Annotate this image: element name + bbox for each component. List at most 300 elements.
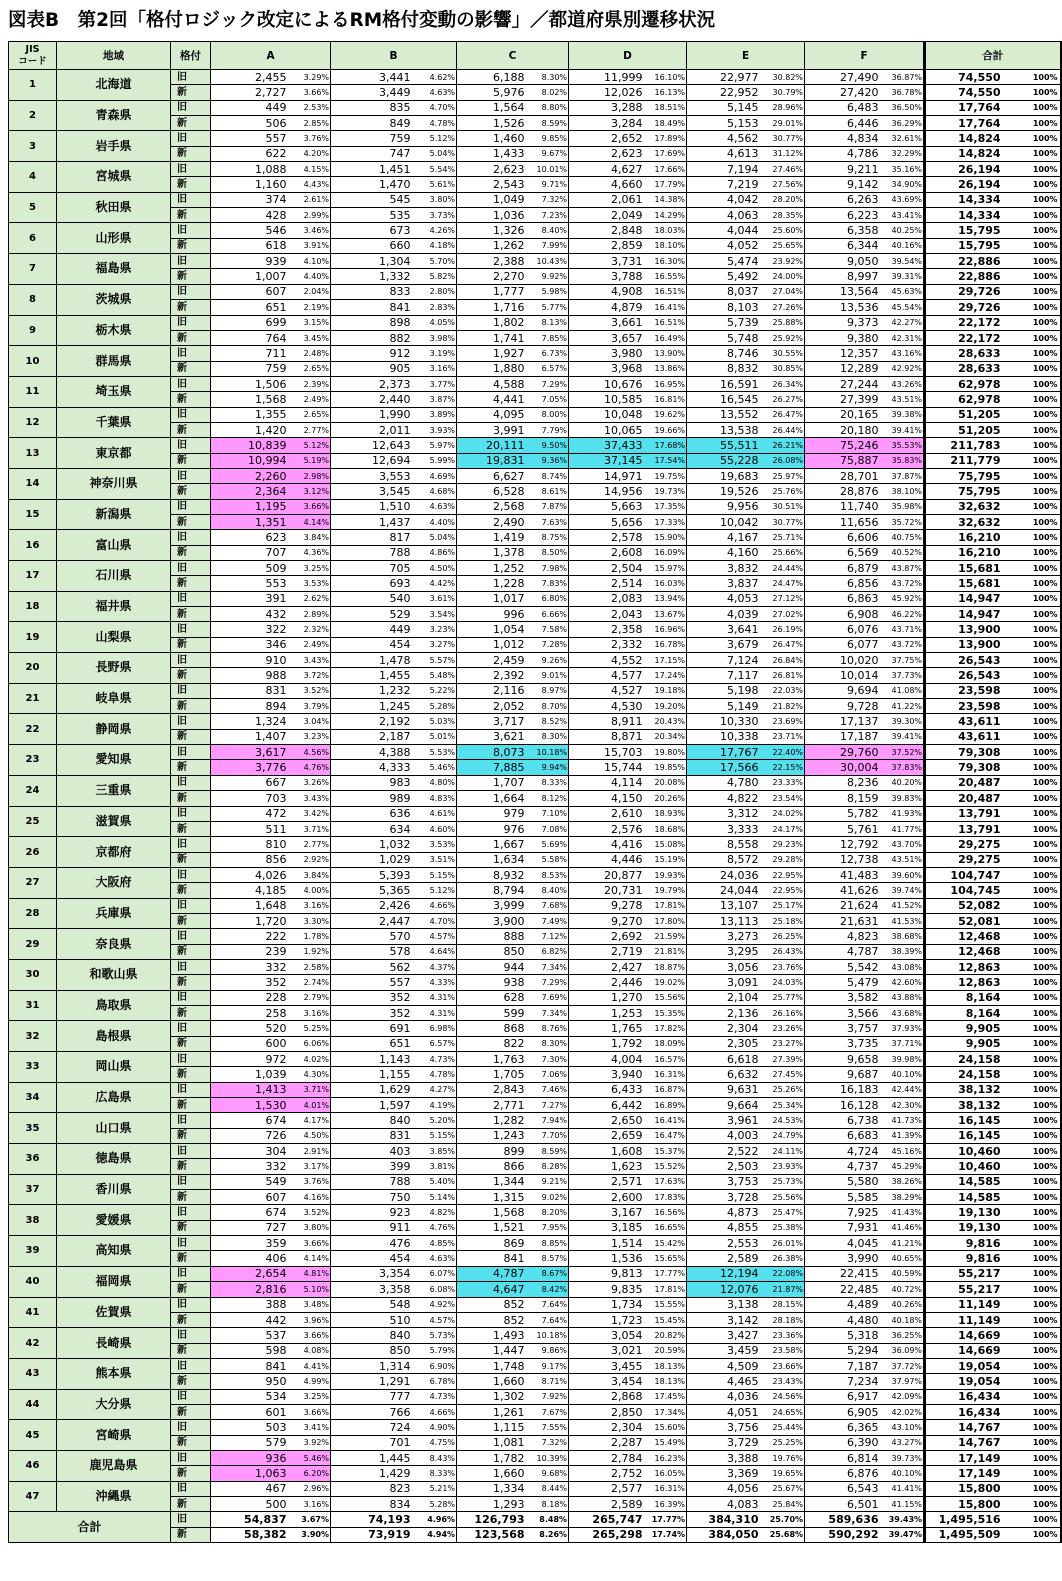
- label-old: 旧: [171, 162, 211, 177]
- share-cell: 41.43%: [881, 1205, 925, 1220]
- count-cell: 3,961: [687, 1113, 761, 1128]
- count-cell: 2,589: [687, 1251, 761, 1266]
- share-cell: 24.02%: [761, 806, 805, 821]
- count-cell: 2,571: [569, 1174, 645, 1189]
- count-cell: 10,676: [569, 376, 645, 391]
- share-cell: 14.29%: [645, 208, 687, 223]
- total-count: 14,669: [925, 1343, 1003, 1358]
- count-cell: 5,976: [457, 85, 527, 100]
- label-old: 旧: [171, 70, 211, 85]
- region-name: 石川県: [57, 561, 171, 592]
- count-cell: 674: [211, 1205, 289, 1220]
- share-cell: 46.22%: [881, 607, 925, 622]
- region-name: 富山県: [57, 530, 171, 561]
- count-cell: 1,667: [457, 837, 527, 852]
- share-cell: 40.72%: [881, 1282, 925, 1297]
- count-cell: 1,765: [569, 1021, 645, 1036]
- total-count: 29,275: [925, 852, 1003, 867]
- table-row: [9, 1052, 1061, 1067]
- share-cell: 25.77%: [761, 990, 805, 1005]
- share-cell: 16.09%: [645, 545, 687, 560]
- share-cell: 8.50%: [527, 545, 569, 560]
- count-cell: 20,165: [805, 407, 881, 422]
- region-name: 鳥取県: [57, 990, 171, 1021]
- share-cell: 17.74%: [645, 1527, 687, 1542]
- label-new: 新: [171, 514, 211, 529]
- table-row: [9, 254, 1061, 269]
- share-cell: 3.61%: [413, 591, 457, 606]
- share-cell: 8.75%: [527, 530, 569, 545]
- count-cell: 520: [211, 1021, 289, 1036]
- count-cell: 5,580: [805, 1174, 881, 1189]
- share-cell: 4.14%: [289, 514, 331, 529]
- share-cell: 9.21%: [527, 1174, 569, 1189]
- count-cell: 1,748: [457, 1358, 527, 1373]
- share-cell: 42.60%: [881, 975, 925, 990]
- share-cell: 7.64%: [527, 1297, 569, 1312]
- share-cell: 45.54%: [881, 300, 925, 315]
- count-cell: 449: [331, 622, 413, 637]
- total-share: 100%: [1003, 1190, 1061, 1205]
- total-share: 100%: [1003, 699, 1061, 714]
- count-cell: 9,956: [687, 499, 761, 514]
- count-cell: 2,692: [569, 929, 645, 944]
- count-cell: 10,042: [687, 514, 761, 529]
- count-cell: 699: [211, 315, 289, 330]
- share-cell: 3.27%: [413, 637, 457, 652]
- share-cell: 3.41%: [289, 1420, 331, 1435]
- count-cell: 3,459: [687, 1343, 761, 1358]
- table-row: [9, 867, 1061, 882]
- total-count: 14,585: [925, 1174, 1003, 1189]
- share-cell: 4.31%: [413, 1005, 457, 1020]
- count-cell: 12,289: [805, 361, 881, 376]
- total-count: 19,130: [925, 1205, 1003, 1220]
- count-cell: 4,786: [805, 146, 881, 161]
- share-cell: 3.51%: [413, 852, 457, 867]
- count-cell: 1,160: [211, 177, 289, 192]
- share-cell: 26.47%: [761, 637, 805, 652]
- total-count: 22,172: [925, 315, 1003, 330]
- label-old: 旧: [171, 315, 211, 330]
- label-new: 新: [171, 1005, 211, 1020]
- share-cell: 5.98%: [527, 284, 569, 299]
- count-cell: 750: [331, 1190, 413, 1205]
- count-cell: 894: [211, 699, 289, 714]
- count-cell: 3,832: [687, 561, 761, 576]
- share-cell: 18.93%: [645, 806, 687, 821]
- label-old: 旧: [171, 1174, 211, 1189]
- count-cell: 2,504: [569, 561, 645, 576]
- count-cell: 1,470: [331, 177, 413, 192]
- share-cell: 4.86%: [413, 545, 457, 560]
- count-cell: 3,333: [687, 821, 761, 836]
- count-cell: 3,354: [331, 1266, 413, 1281]
- share-cell: 17.81%: [645, 1282, 687, 1297]
- total-share: 100%: [1003, 1297, 1061, 1312]
- share-cell: 2.74%: [289, 975, 331, 990]
- share-cell: 3.26%: [289, 775, 331, 790]
- count-cell: 4,530: [569, 699, 645, 714]
- count-cell: 1,478: [331, 653, 413, 668]
- count-cell: 13,538: [687, 422, 761, 437]
- total-count: 16,145: [925, 1113, 1003, 1128]
- share-cell: 7.29%: [527, 975, 569, 990]
- total-count: 26,543: [925, 653, 1003, 668]
- share-cell: 42.27%: [881, 315, 925, 330]
- header-grade-a: A: [211, 42, 331, 70]
- region-name: 青森県: [57, 100, 171, 131]
- count-cell: 5,739: [687, 315, 761, 330]
- count-cell: 1,629: [331, 1082, 413, 1097]
- count-cell: 747: [331, 146, 413, 161]
- share-cell: 2.80%: [413, 284, 457, 299]
- count-cell: 3,295: [687, 944, 761, 959]
- total-count: 9,816: [925, 1236, 1003, 1251]
- share-cell: 26.19%: [761, 622, 805, 637]
- count-cell: 4,388: [331, 745, 413, 760]
- region-name: 群馬県: [57, 346, 171, 377]
- count-cell: 454: [331, 637, 413, 652]
- total-count: 19,054: [925, 1358, 1003, 1373]
- share-cell: 16.51%: [645, 315, 687, 330]
- share-cell: 15.49%: [645, 1435, 687, 1450]
- share-cell: 10.39%: [527, 1450, 569, 1465]
- share-cell: 26.38%: [761, 1251, 805, 1266]
- count-cell: 1,315: [457, 1190, 527, 1205]
- count-cell: 6,223: [805, 208, 881, 223]
- share-cell: 19.79%: [645, 883, 687, 898]
- count-cell: 622: [211, 146, 289, 161]
- share-cell: 43.10%: [881, 1420, 925, 1435]
- count-cell: 557: [331, 975, 413, 990]
- total-share: 100%: [1003, 867, 1061, 882]
- count-cell: 9,658: [805, 1052, 881, 1067]
- count-cell: 22,952: [687, 85, 761, 100]
- count-cell: 1,039: [211, 1067, 289, 1082]
- share-cell: 26.16%: [761, 1005, 805, 1020]
- share-cell: 25.92%: [761, 330, 805, 345]
- share-cell: 6.78%: [413, 1374, 457, 1389]
- total-count: 20,487: [925, 775, 1003, 790]
- share-cell: 16.13%: [645, 85, 687, 100]
- share-cell: 16.41%: [645, 1113, 687, 1128]
- count-cell: 691: [331, 1021, 413, 1036]
- count-cell: 399: [331, 1159, 413, 1174]
- count-cell: 2,083: [569, 591, 645, 606]
- count-cell: 1,029: [331, 852, 413, 867]
- label-old: 旧: [171, 622, 211, 637]
- region-name: 鹿児島県: [57, 1450, 171, 1481]
- count-cell: 1,291: [331, 1374, 413, 1389]
- share-cell: 18.87%: [645, 959, 687, 974]
- jis-code: 13: [9, 438, 57, 469]
- count-cell: 2,270: [457, 269, 527, 284]
- share-cell: 3.89%: [413, 407, 457, 422]
- label-new: 新: [171, 576, 211, 591]
- count-cell: 6,683: [805, 1128, 881, 1143]
- count-cell: 2,576: [569, 821, 645, 836]
- count-cell: 1,081: [457, 1435, 527, 1450]
- count-cell: 12,026: [569, 85, 645, 100]
- count-cell: 2,610: [569, 806, 645, 821]
- count-cell: 1,445: [331, 1450, 413, 1465]
- share-cell: 25.97%: [761, 468, 805, 483]
- share-cell: 4.94%: [413, 1527, 457, 1542]
- count-cell: 841: [331, 300, 413, 315]
- share-cell: 35.16%: [881, 162, 925, 177]
- share-cell: 7.46%: [527, 1082, 569, 1097]
- table-row: [9, 438, 1061, 453]
- total-share: 100%: [1003, 959, 1061, 974]
- region-name: 埼玉県: [57, 376, 171, 407]
- total-count: 62,978: [925, 392, 1003, 407]
- count-cell: 7,124: [687, 653, 761, 668]
- table-row: [9, 683, 1061, 698]
- count-cell: 3,980: [569, 346, 645, 361]
- count-cell: 1,763: [457, 1052, 527, 1067]
- share-cell: 7.99%: [527, 238, 569, 253]
- count-cell: 21,631: [805, 913, 881, 928]
- share-cell: 40.10%: [881, 1067, 925, 1082]
- share-cell: 28.35%: [761, 208, 805, 223]
- total-count: 14,947: [925, 591, 1003, 606]
- total-share: 100%: [1003, 1144, 1061, 1159]
- share-cell: 37.93%: [881, 1021, 925, 1036]
- share-cell: 4.40%: [289, 269, 331, 284]
- count-cell: 6,627: [457, 468, 527, 483]
- share-cell: 8.61%: [527, 484, 569, 499]
- share-cell: 43.72%: [881, 576, 925, 591]
- count-cell: 1,036: [457, 208, 527, 223]
- count-cell: 11,656: [805, 514, 881, 529]
- total-count: 14,767: [925, 1435, 1003, 1450]
- share-cell: 17.35%: [645, 499, 687, 514]
- share-cell: 3.48%: [289, 1297, 331, 1312]
- total-share: 100%: [1003, 1527, 1061, 1542]
- share-cell: 6.73%: [527, 346, 569, 361]
- share-cell: 4.36%: [289, 545, 331, 560]
- count-cell: 4,489: [805, 1297, 881, 1312]
- label-old: 旧: [171, 530, 211, 545]
- count-cell: 8,832: [687, 361, 761, 376]
- share-cell: 2.77%: [289, 837, 331, 852]
- share-cell: 3.04%: [289, 714, 331, 729]
- count-cell: 6,606: [805, 530, 881, 545]
- total-share: 100%: [1003, 683, 1061, 698]
- total-share: 100%: [1003, 653, 1061, 668]
- count-cell: 472: [211, 806, 289, 821]
- count-cell: 7,194: [687, 162, 761, 177]
- share-cell: 7.32%: [527, 1435, 569, 1450]
- jis-code: 16: [9, 530, 57, 561]
- share-cell: 41.21%: [881, 1236, 925, 1251]
- jis-code: 34: [9, 1082, 57, 1113]
- count-cell: 5,153: [687, 116, 761, 131]
- count-cell: 41,626: [805, 883, 881, 898]
- region-name: 大阪府: [57, 867, 171, 898]
- label-new: 新: [171, 361, 211, 376]
- count-cell: 2,332: [569, 637, 645, 652]
- share-cell: 3.84%: [289, 867, 331, 882]
- count-cell: 2,578: [569, 530, 645, 545]
- count-cell: 788: [331, 545, 413, 560]
- share-cell: 43.51%: [881, 392, 925, 407]
- count-cell: 11,740: [805, 499, 881, 514]
- share-cell: 9.36%: [527, 453, 569, 468]
- share-cell: 23.36%: [761, 1328, 805, 1343]
- count-cell: 55,511: [687, 438, 761, 453]
- count-cell: 3,388: [687, 1450, 761, 1465]
- count-cell: 2,427: [569, 959, 645, 974]
- share-cell: 41.41%: [881, 1481, 925, 1496]
- count-cell: 24,044: [687, 883, 761, 898]
- total-share: 100%: [1003, 745, 1061, 760]
- count-cell: 1,314: [331, 1358, 413, 1373]
- total-share: 100%: [1003, 177, 1061, 192]
- total-count: 14,767: [925, 1420, 1003, 1435]
- share-cell: 22.08%: [761, 1266, 805, 1281]
- region-name: 愛媛県: [57, 1205, 171, 1236]
- count-cell: 4,063: [687, 208, 761, 223]
- count-cell: 546: [211, 223, 289, 238]
- share-cell: 25.26%: [761, 1082, 805, 1097]
- total-count: 22,886: [925, 269, 1003, 284]
- total-share: 100%: [1003, 131, 1061, 146]
- label-old: 旧: [171, 1389, 211, 1404]
- share-cell: 5.28%: [413, 699, 457, 714]
- count-cell: 623: [211, 530, 289, 545]
- share-cell: 18.13%: [645, 1374, 687, 1389]
- count-cell: 4,416: [569, 837, 645, 852]
- share-cell: 3.52%: [289, 683, 331, 698]
- count-cell: 5,145: [687, 100, 761, 115]
- header-grade-d: D: [569, 42, 687, 70]
- count-cell: 598: [211, 1343, 289, 1358]
- jis-code: 20: [9, 653, 57, 684]
- count-cell: 5,393: [331, 867, 413, 882]
- count-cell: 1,007: [211, 269, 289, 284]
- share-cell: 41.22%: [881, 699, 925, 714]
- share-cell: 4.73%: [413, 1389, 457, 1404]
- count-cell: 346: [211, 637, 289, 652]
- count-cell: 2,623: [569, 146, 645, 161]
- count-cell: 1,054: [457, 622, 527, 637]
- table-row: [9, 376, 1061, 391]
- share-cell: 8.00%: [527, 407, 569, 422]
- share-cell: 18.49%: [645, 116, 687, 131]
- count-cell: 4,446: [569, 852, 645, 867]
- share-cell: 4.27%: [413, 1082, 457, 1097]
- count-cell: 1,723: [569, 1312, 645, 1327]
- share-cell: 4.90%: [413, 1420, 457, 1435]
- count-cell: 777: [331, 1389, 413, 1404]
- share-cell: 3.93%: [413, 422, 457, 437]
- share-cell: 6.80%: [527, 591, 569, 606]
- share-cell: 3.71%: [289, 1082, 331, 1097]
- share-cell: 41.15%: [881, 1496, 925, 1511]
- label-old: 旧: [171, 775, 211, 790]
- total-share: 100%: [1003, 1343, 1061, 1358]
- label-new: 新: [171, 1374, 211, 1389]
- share-cell: 19.76%: [761, 1450, 805, 1465]
- share-cell: 24.47%: [761, 576, 805, 591]
- share-cell: 3.12%: [289, 484, 331, 499]
- total-count: 13,791: [925, 806, 1003, 821]
- label-new: 新: [171, 1190, 211, 1205]
- share-cell: 8.18%: [527, 1496, 569, 1511]
- share-cell: 4.50%: [413, 561, 457, 576]
- total-count: 14,334: [925, 192, 1003, 207]
- count-cell: 3,657: [569, 330, 645, 345]
- count-cell: 2,543: [457, 177, 527, 192]
- jis-code: 5: [9, 192, 57, 223]
- share-cell: 45.92%: [881, 591, 925, 606]
- share-cell: 3.16%: [413, 361, 457, 376]
- share-cell: 43.68%: [881, 1005, 925, 1020]
- total-count: 15,800: [925, 1496, 1003, 1511]
- count-cell: 13,564: [805, 284, 881, 299]
- count-cell: 1,032: [331, 837, 413, 852]
- count-cell: 12,738: [805, 852, 881, 867]
- label-new: 新: [171, 422, 211, 437]
- table-row: [9, 1174, 1061, 1189]
- share-cell: 16.03%: [645, 576, 687, 591]
- share-cell: 40.26%: [881, 1297, 925, 1312]
- share-cell: 4.40%: [413, 514, 457, 529]
- share-cell: 43.26%: [881, 376, 925, 391]
- share-cell: 5.99%: [413, 453, 457, 468]
- share-cell: 21.82%: [761, 699, 805, 714]
- share-cell: 18.09%: [645, 1036, 687, 1051]
- count-cell: 30,004: [805, 760, 881, 775]
- count-cell: 840: [331, 1328, 413, 1343]
- share-cell: 2.49%: [289, 637, 331, 652]
- share-cell: 7.67%: [527, 1404, 569, 1419]
- total-count: 9,905: [925, 1021, 1003, 1036]
- share-cell: 45.16%: [881, 1144, 925, 1159]
- total-count: 17,764: [925, 100, 1003, 115]
- label-old: 旧: [171, 714, 211, 729]
- jis-code: 32: [9, 1021, 57, 1052]
- share-cell: 5.58%: [527, 852, 569, 867]
- jis-code: 35: [9, 1113, 57, 1144]
- share-cell: 8.42%: [527, 1282, 569, 1297]
- total-count: 55,217: [925, 1266, 1003, 1281]
- share-cell: 25.17%: [761, 898, 805, 913]
- count-cell: 8,073: [457, 745, 527, 760]
- count-cell: 923: [331, 1205, 413, 1220]
- label-new: 新: [171, 1220, 211, 1235]
- count-cell: 27,399: [805, 392, 881, 407]
- count-cell: 4,042: [687, 192, 761, 207]
- total-share: 100%: [1003, 668, 1061, 683]
- count-cell: 3,284: [569, 116, 645, 131]
- count-cell: 6,618: [687, 1052, 761, 1067]
- count-cell: 391: [211, 591, 289, 606]
- region-name: 滋賀県: [57, 806, 171, 837]
- share-cell: 23.69%: [761, 714, 805, 729]
- share-cell: 37.73%: [881, 668, 925, 683]
- share-cell: 7.55%: [527, 1420, 569, 1435]
- share-cell: 15.19%: [645, 852, 687, 867]
- count-cell: 2,868: [569, 1389, 645, 1404]
- total-count: 16,434: [925, 1389, 1003, 1404]
- share-cell: 2.62%: [289, 591, 331, 606]
- share-cell: 5.21%: [413, 1481, 457, 1496]
- share-cell: 18.68%: [645, 821, 687, 836]
- count-cell: 3,731: [569, 254, 645, 269]
